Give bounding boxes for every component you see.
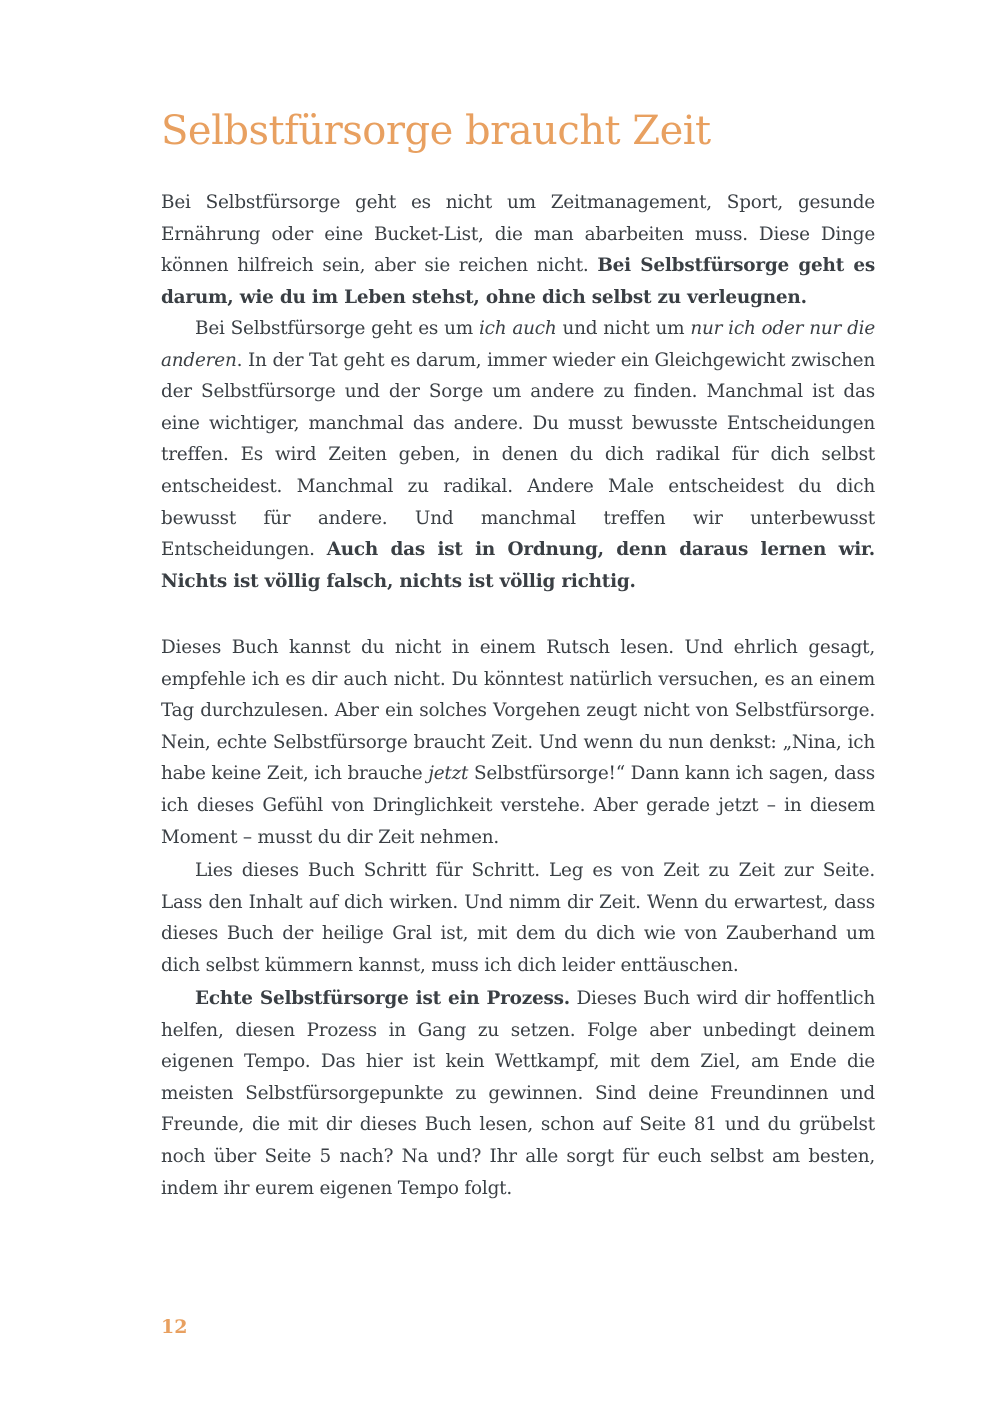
paragraph-1-text: Bei Selbstfürsorge geht es nicht um Zeitmanagement, Sport, gesunde Ernährung oder eine Bucket-List, die man abarbeiten muss. Diese Dinge können hilfreich sein, aber sie reichen nicht. — [161, 192, 875, 277]
paragraph-2-italic-b: nur ich oder nur die anderen — [161, 318, 876, 371]
paragraph-3-text-a: Dieses Buch kannst du nicht in einem Rutsch lesen. Und ehrlich gesagt, empfehle ich es dir auch nicht. Du könntest natürlich versuchen, es an einem Tag durchzulesen. Aber ein solches Vorgehen zeugt nicht von Selbstfürsorge. Nein, echte Selbstfürsorge braucht Zeit. Und wenn du nun denkst: „Nina, ich habe keine Zeit, ich brauche — [161, 637, 875, 785]
paragraph-3-italic: jetzt — [428, 763, 469, 785]
paragraph-1 — [161, 187, 875, 313]
paragraph-4-text: Lies dieses Buch Schritt für Schritt. Leg es von Zeit zu Zeit zur Seite. Lass den Inhalt auf dich wirken. Und nimm dir Zeit. Wenn du erwartest, dass dieses Buch der heilige Gral ist, mit dem du dich wie von Zauberhand um dich selbst kümmern kannst, muss ich dich leider enttäuschen. — [161, 860, 875, 976]
paragraph-1-emphasis: Bei Selbstfürsorge geht es darum, wie du im Leben stehst, ohne dich selbst zu verleugnen. — [161, 255, 875, 308]
page-number: 12 — [161, 1316, 188, 1338]
paragraph-4 — [161, 855, 875, 981]
paragraph-2-text-b: und nicht um — [556, 318, 691, 339]
paragraph-2-text-c: . In der Tat geht es darum, immer wieder ein Gleichgewicht zwischen der Selbstfürsorge und der Sorge um andere zu finden. Manchmal ist das eine wichtiger, manchmal das andere. Du musst bewusste Entscheidungen treffen. Es wird Zeiten geben, in denen du dich radikal für dich selbst entscheidest. Manchmal zu radikal. Andere Male entscheidest du dich bewusst für andere. Und manchmal treffen wir unterbewusst Entscheidungen. — [161, 349, 875, 561]
page-title: Selbstfürsorge braucht Zeit — [161, 108, 711, 154]
paragraph-3-text-b: Selbstfürsorge!“ Dann kann ich sagen, dass ich dieses Gefühl von Dringlichkeit verstehe. Aber gerade jetzt – in diesem Moment – musst du dir Zeit nehmen. — [161, 763, 875, 848]
paragraph-5 — [161, 983, 875, 1204]
paragraph-2 — [161, 313, 875, 597]
paragraph-2-italic-a: ich auch — [478, 318, 557, 339]
paragraph-5-text: Dieses Buch wird dir hoffentlich helfen, diesen Prozess in Gang zu setzen. Folge aber unbedingt deinem eigenen Tempo. Das hier ist kein Wettkampf, mit dem Ziel, am Ende die meisten Selbstfürsorgepunkte zu gewinnen. Sind deine Freundinnen und Freunde, die mit dir dieses Buch lesen, schon auf Seite 81 und du grübelst noch über Seite 5 nach? Na und? Ihr alle sorgt für euch selbst am besten, indem ihr eurem eigenen Tempo folgt. — [161, 988, 875, 1199]
paragraph-2-emphasis: Auch das ist in Ordnung, denn daraus lernen wir. Nichts ist völlig falsch, nichts ist völlig richtig. — [161, 539, 875, 592]
paragraph-2-text-a: Bei Selbstfürsorge geht es um — [195, 318, 479, 339]
paragraph-3 — [161, 632, 875, 853]
paragraph-5-emphasis: Echte Selbstfürsorge ist ein Prozess. — [195, 988, 570, 1009]
